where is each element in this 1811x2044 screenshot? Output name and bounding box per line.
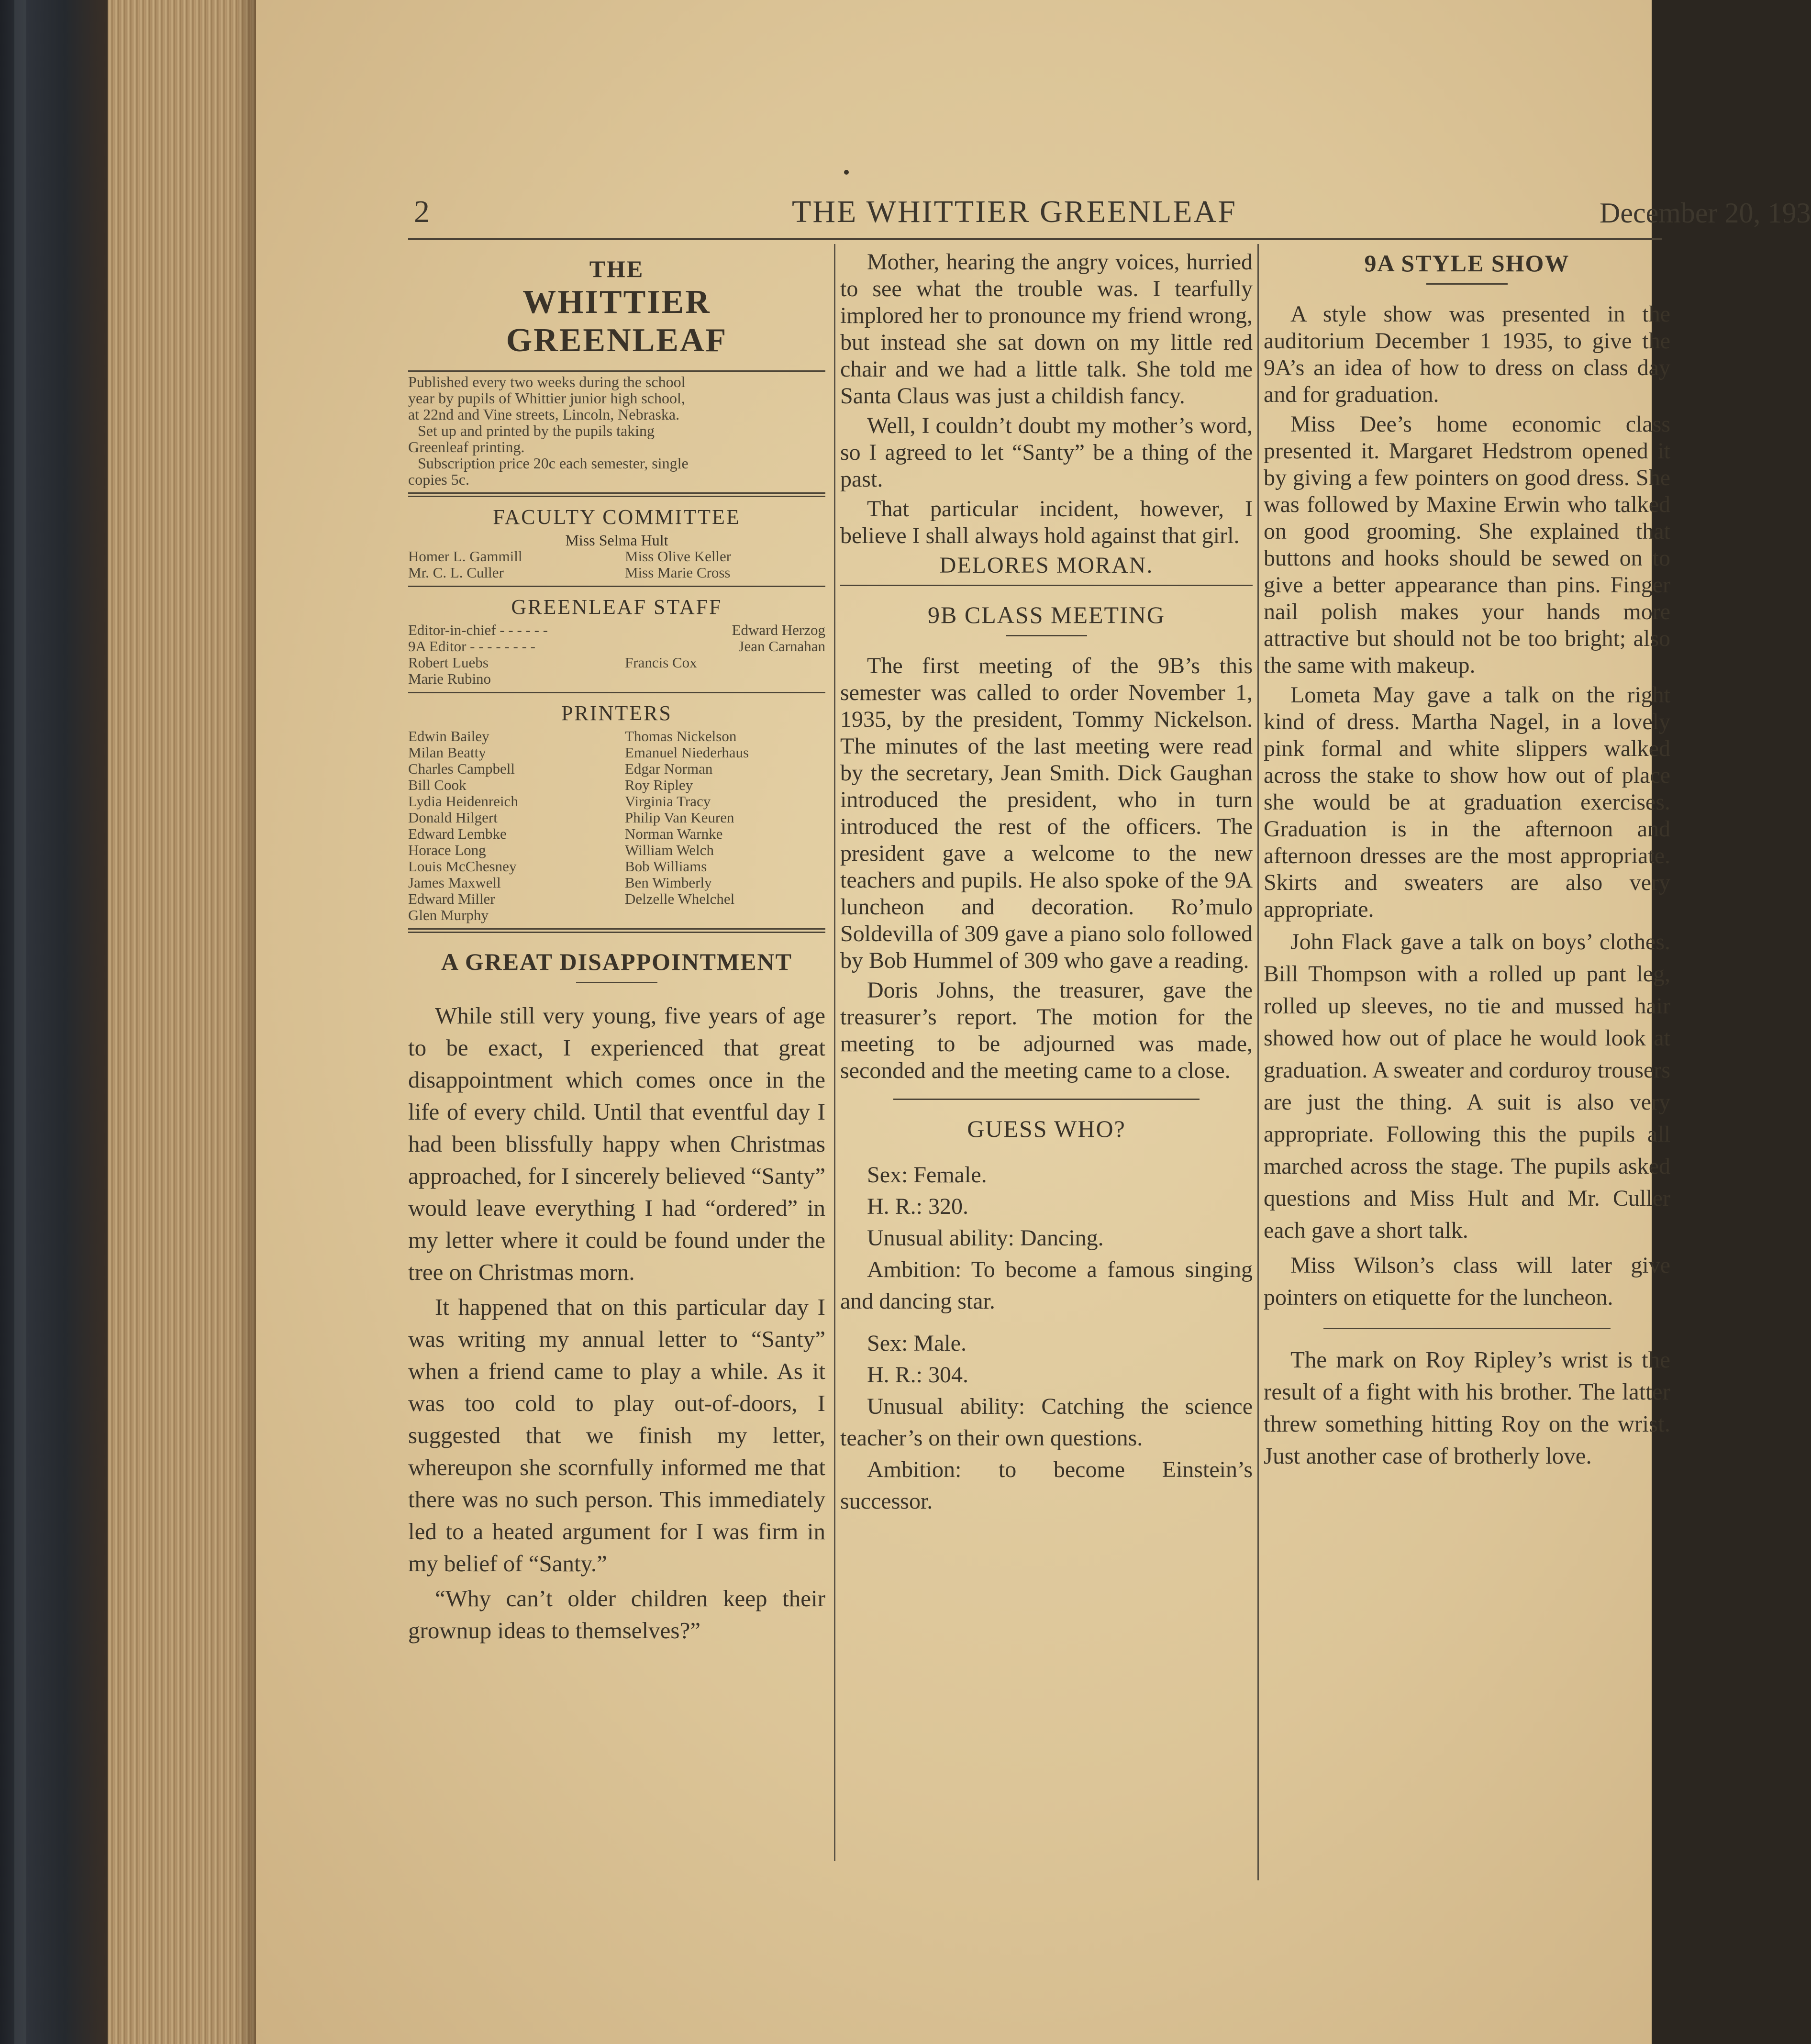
article-continuation xyxy=(840,249,1253,579)
divider xyxy=(408,692,825,693)
staff-role: Editor-in-chief - - - - - - xyxy=(408,622,548,638)
newspaper-page xyxy=(256,0,1811,2044)
staff-name: Marie Rubino xyxy=(408,670,491,687)
printer-name: Delzelle Whelchel xyxy=(625,890,735,907)
short-rule xyxy=(1426,283,1508,285)
issue-date: December 20, 193 xyxy=(1600,197,1811,229)
paragraph: That particular incident, however, I believe I shall always hold against that girl. xyxy=(840,496,1253,548)
faculty-list xyxy=(408,548,825,581)
short-rule xyxy=(1006,635,1087,636)
article-body xyxy=(408,1000,825,1646)
publication-info xyxy=(408,374,825,488)
ink-dot xyxy=(844,170,849,175)
publication-line: copies 5c. xyxy=(408,471,469,488)
paragraph: Mother, hearing the angry voices, hurried to see what the trouble was. I tearfully implored her to pronounce my friend wrong, but instead she sat down on my little red chair and we had a little talk. She told me Santa Claus was just a childish fancy. xyxy=(840,249,1253,409)
faculty-name: Miss Olive Keller xyxy=(625,548,732,565)
article-headline: 9A STYLE SHOW xyxy=(1364,250,1570,277)
printer-name: Bill Cook xyxy=(408,777,467,793)
column-1 xyxy=(408,249,825,1649)
article-headline: GUESS WHO? xyxy=(967,1115,1126,1142)
staff-list xyxy=(408,622,825,687)
printer-name: Philip Van Keuren xyxy=(625,809,734,826)
publication-line: at 22nd and Vine streets, Lincoln, Nebraska. xyxy=(408,406,680,423)
printer-name: Edgar Norman xyxy=(625,760,713,777)
staff-heading: GREENLEAF STAFF xyxy=(511,595,722,619)
clue-line: Unusual ability: Catching the science teacher’s on their own questions. xyxy=(840,1394,1253,1451)
staff-name: Jean Carnahan xyxy=(738,638,825,655)
printer-name: Horace Long xyxy=(408,842,486,858)
printer-name: Edwin Bailey xyxy=(408,728,489,744)
staff-name xyxy=(619,671,825,687)
page-edges xyxy=(108,0,256,2044)
faculty-center-name: Miss Selma Hult xyxy=(565,532,668,549)
paragraph: It happened that on this particular day I was writing my annual letter to “Santy” when a friend came to play a while. As it was too cold to play out-of-doors, I suggested that we finish my letter, whereupon she scornfully informed me that there was no such person. This immediately led to a heated argument for I was firm in my belief of “Santy.” xyxy=(408,1294,825,1577)
staff-name: Robert Luebs xyxy=(408,654,489,671)
column-3 xyxy=(1264,249,1670,1475)
masthead-title: THE WHITTIER GREENLEAF xyxy=(792,194,1237,229)
double-divider xyxy=(408,492,825,497)
page-number: 2 xyxy=(414,194,430,229)
printers-list xyxy=(408,728,825,923)
staff-name: Edward Herzog xyxy=(732,622,825,638)
faculty-name: Miss Marie Cross xyxy=(625,564,731,581)
faculty-heading: FACULTY COMMITTEE xyxy=(493,505,741,529)
printer-name: William Welch xyxy=(625,842,714,858)
divider xyxy=(408,370,825,372)
divider xyxy=(840,585,1253,586)
printer-name: Bob Williams xyxy=(625,858,707,875)
paragraph: John Flack gave a talk on boys’ clothes. Bill Thompson with a rolled up pant leg, rolled up sleeves, no tie and mussed hair showed how out of place he would look at graduation. A sweater and corduroy trousers are just the thing. A suit is also very appropriate. Following this the pupils all marched across the stage. The pupils asked questions and Miss Hult and Mr. Culler each gave a short talk. xyxy=(1264,929,1670,1243)
printer-name: James Maxwell xyxy=(408,874,501,891)
paragraph: A style show was presented in the auditorium December 1 1935, to give the 9A’s an idea of how to dress on class day and for graduation. xyxy=(1264,301,1670,407)
masthead-rule xyxy=(408,238,1662,240)
clue-line: Ambition: to become Einstein’s successor. xyxy=(840,1457,1253,1514)
section-rule xyxy=(893,1099,1200,1100)
section-rule xyxy=(1323,1328,1611,1329)
printer-name: Virginia Tracy xyxy=(625,793,711,810)
paragraph: “Why can’t older children keep their grownup ideas to themselves?” xyxy=(408,1585,825,1644)
paragraph: Lometa May gave a talk on the right kind of dress. Martha Nagel, in a lovely pink formal and white slippers walked across the stake to show how out of place she would be at graduation exercises. Graduation is in the afternoon and afternoon dresses are the most appropriate. Skirts and sweaters are also very appropriate. xyxy=(1264,682,1670,922)
printer-name: Edward Lembke xyxy=(408,825,507,842)
column-2 xyxy=(840,249,1253,1517)
clue-line: H. R.: 304. xyxy=(867,1362,969,1388)
staff-role: 9A Editor - - - - - - - - xyxy=(408,638,535,655)
double-divider xyxy=(408,928,825,933)
printer-name: Edward Miller xyxy=(408,890,495,907)
article-body xyxy=(1264,301,1670,1313)
publication-line: Set up and printed by the pupils taking xyxy=(418,422,655,439)
printer-name: Donald Hilgert xyxy=(408,809,498,826)
clue-line: H. R.: 320. xyxy=(867,1194,969,1219)
article-body xyxy=(1264,1344,1670,1472)
column-rule xyxy=(834,244,835,1861)
paragraph: Miss Wilson’s class will later give pointers on etiquette for the luncheon. xyxy=(1264,1253,1670,1310)
publication-line: Greenleaf printing. xyxy=(408,438,525,455)
printer-name: Lydia Heidenreich xyxy=(408,793,518,810)
clue-line: Sex: Male. xyxy=(867,1331,967,1356)
publication-line: Published every two weeks during the school xyxy=(408,373,686,390)
divider xyxy=(408,586,825,587)
publication-line: year by pupils of Whittier junior high school, xyxy=(408,389,685,407)
printer-name: Roy Ripley xyxy=(625,777,693,793)
printer-name: Ben Wimberly xyxy=(625,874,712,891)
paragraph: Well, I couldn’t doubt my mother’s word, so I agreed to let “Santy” be a thing of the past. xyxy=(840,413,1253,492)
paragraph: Miss Dee’s home economic class presented it. Margaret Hedstrom opened it by giving a few pointers on good dress. She was followed by Maxine Erwin who talked on good grooming. She explained that buttons and hooks should be sewed on to give a better appearance than pins. Finger nail polish makes your hands more attractive but should not be too bright; also the same with makeup. xyxy=(1264,411,1670,678)
article-headline: 9B CLASS MEETING xyxy=(928,601,1165,628)
publication-line: Subscription price 20c each semester, single xyxy=(418,455,689,472)
faculty-name: Mr. C. L. Culler xyxy=(408,564,504,581)
book-spine xyxy=(0,0,108,2044)
article-body xyxy=(840,653,1253,1084)
printer-name: Glen Murphy xyxy=(408,907,489,923)
paragraph: Doris Johns, the treasurer, gave the treasurer’s report. The motion for the meeting to be adjourned was made, seconded and the meeting came to a close. xyxy=(840,978,1253,1083)
article-headline: A GREAT DISAPPOINTMENT xyxy=(441,948,792,975)
printer-name: Louis McChesney xyxy=(408,858,517,875)
guess-who-list xyxy=(840,1159,1253,1517)
paragraph: While still very young, five years of age to be exact, I experienced that great disappointment which comes once in the life of every child. Until that eventful day I had been blissfully happy when Christmas approached, for I sincerely believed “Santy” would leave everything I had “ordered” in my letter where it could be found under the tree on Christmas morn. xyxy=(408,1002,825,1285)
paragraph: The first meeting of the 9B’s this semester was called to order November 1, 1935, by the president, Tommy Nickelson. The minutes of the last meeting were read by the secretary, Jean Smith. Dick Gaughan introduced the president, who in turn introduced the rest of the officers. The president gave a welcome to the new teachers and pupils. He also spoke of the 9A luncheon and decoration. Ro’mulo Soldevilla of 309 gave a piano solo followed by Bob Hummel of 309 who gave a reading. xyxy=(840,653,1253,973)
masthead xyxy=(414,194,1811,237)
printer-name: Thomas Nickelson xyxy=(625,728,737,744)
printer-name: Norman Warnke xyxy=(625,825,723,842)
printer-name: Milan Beatty xyxy=(408,744,486,761)
printer-name: Charles Campbell xyxy=(408,760,515,777)
short-rule xyxy=(576,982,657,983)
column-rule xyxy=(1257,244,1259,1880)
clue-line: Ambition: To become a famous singing and dancing star. xyxy=(840,1257,1253,1314)
printer-name: Emanuel Niederhaus xyxy=(625,744,749,761)
staff-name: Francis Cox xyxy=(625,654,697,671)
clue-line: Sex: Female. xyxy=(867,1162,987,1188)
faculty-name: Homer L. Gammill xyxy=(408,548,522,565)
nameplate-title: WHITTIER GREENLEAF xyxy=(506,284,728,359)
nameplate-the: THE xyxy=(589,256,644,282)
paragraph: The mark on Roy Ripley’s wrist is the result of a fight with his brother. The latter threw something hitting Roy on the wrist. Just another case of brotherly love. xyxy=(1264,1346,1670,1469)
printers-heading: PRINTERS xyxy=(561,701,672,725)
article-author: DELORES MORAN. xyxy=(939,553,1154,578)
clue-line: Unusual ability: Dancing. xyxy=(867,1225,1104,1251)
